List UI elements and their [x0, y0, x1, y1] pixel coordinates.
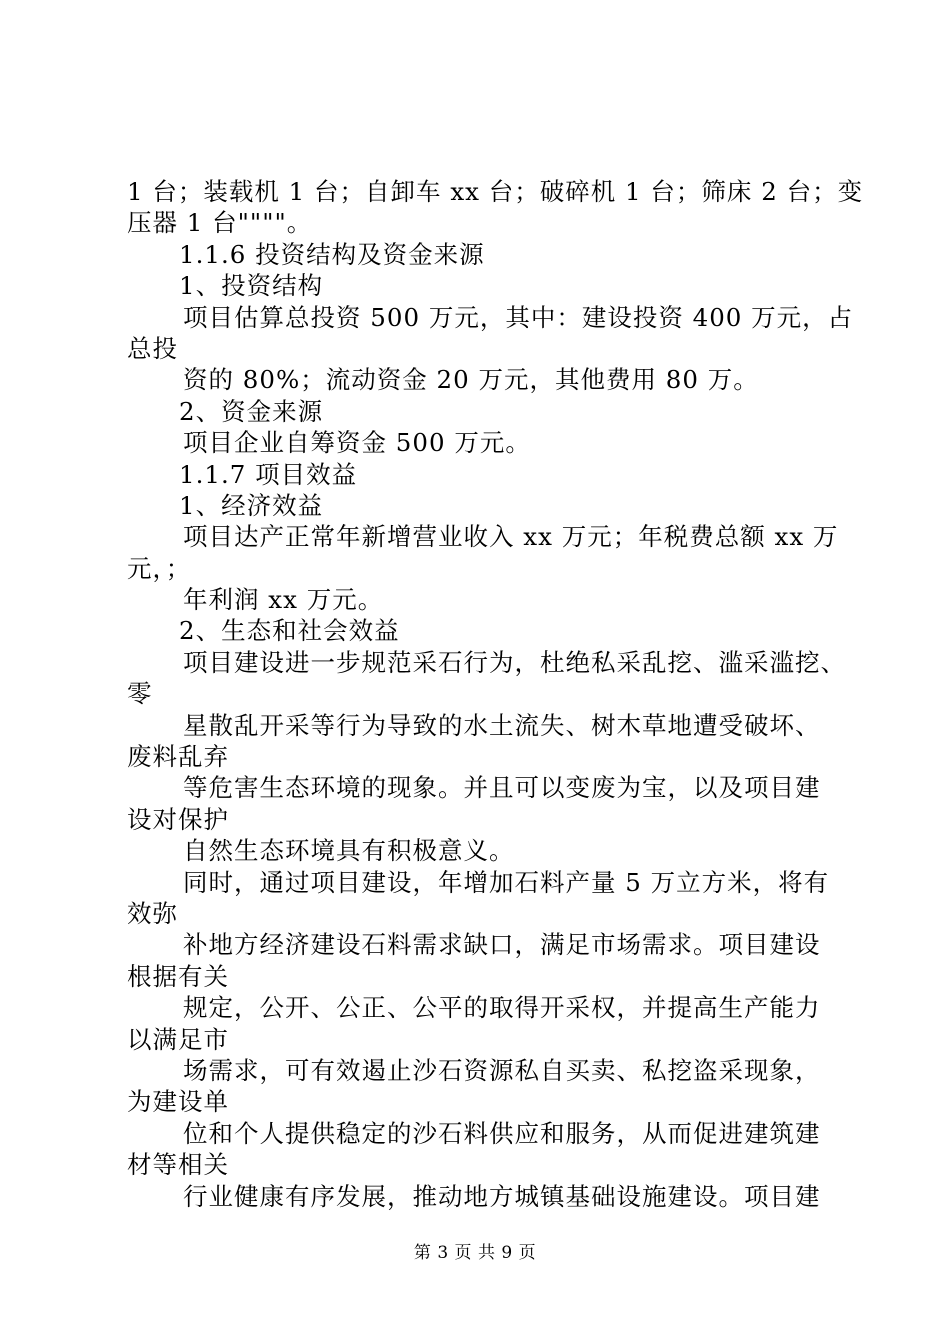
text-line: 废料乱弃	[127, 742, 229, 772]
text-line: 总投	[127, 333, 178, 363]
section-heading: 1.1.7 项目效益	[179, 459, 358, 489]
text-line: 位和个人提供稳定的沙石料供应和服务，从而促进建筑建	[183, 1118, 821, 1148]
subsection-heading: 2、生态和社会效益	[179, 616, 400, 646]
text-line: 零	[127, 679, 153, 709]
text-line: 项目建设进一步规范采石行为，杜绝私采乱挖、滥采滥挖、	[183, 647, 846, 677]
text-line: 自然生态环境具有积极意义。	[183, 836, 515, 866]
text-line: 项目估算总投资 500 万元，其中：建设投资 400 万元，占	[183, 302, 854, 332]
text-line: 为建设单	[127, 1087, 229, 1117]
text-line: 1 台；装载机 1 台；自卸车 xx 台；破碎机 1 台；筛床 2 台；变	[127, 177, 864, 206]
text-line: 效弥	[127, 898, 178, 928]
text-line: 星散乱开采等行为导致的水土流失、树木草地遭受破坏、	[183, 710, 821, 740]
text-line: 等危害生态环境的现象。并且可以变废为宝，以及项目建	[183, 773, 821, 803]
text-line: 压器 1 台""""。	[127, 208, 313, 238]
text-line: 项目企业自筹资金 500 万元。	[183, 428, 531, 458]
text-line: 资的 80%；流动资金 20 万元，其他费用 80 万。	[183, 365, 759, 395]
text-line: 行业健康有序发展，推动地方城镇基础设施建设。项目建	[183, 1181, 821, 1211]
text-line: 元，；	[127, 553, 192, 583]
subsection-heading: 1、投资结构	[179, 271, 324, 301]
section-heading: 1.1.6 投资结构及资金来源	[179, 239, 485, 269]
text-line: 设对保护	[127, 804, 229, 834]
text-line: 材等相关	[127, 1150, 229, 1180]
text-line: 根据有关	[127, 961, 229, 991]
text-line: 同时，通过项目建设，年增加石料产量 5 万立方米，将有	[183, 867, 830, 897]
subsection-heading: 2、资金来源	[179, 396, 324, 426]
text-line: 项目达产正常年新增营业收入 xx 万元；年税费总额 xx 万	[183, 522, 839, 552]
text-line: 规定，公开、公正、公平的取得开采权，并提高生产能力	[183, 993, 821, 1023]
page-number-footer: 第 3 页 共 9 页	[413, 1243, 537, 1263]
subsection-heading: 1、经济效益	[179, 490, 324, 520]
document-body	[127, 176, 864, 1212]
text-line: 补地方经济建设石料需求缺口，满足市场需求。项目建设	[183, 930, 821, 960]
text-line: 场需求，可有效遏止沙石资源私自买卖、私挖盗采现象，	[183, 1055, 821, 1085]
text-line: 年利润 xx 万元。	[183, 585, 384, 615]
text-line: 以满足市	[127, 1024, 229, 1054]
